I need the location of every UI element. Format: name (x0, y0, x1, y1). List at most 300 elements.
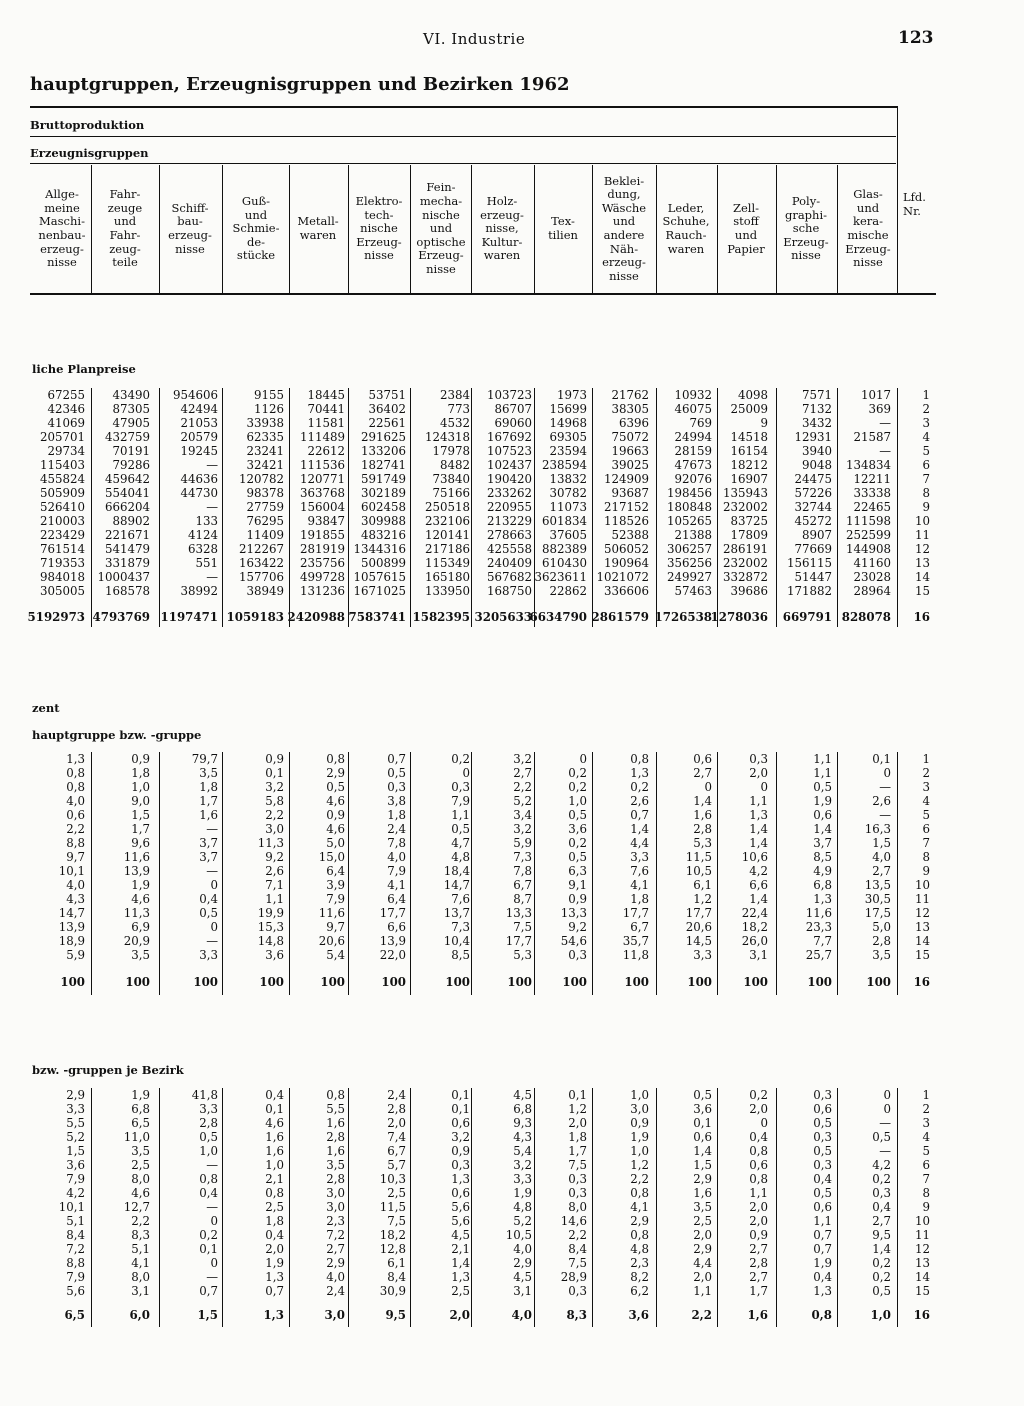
table-cell: 1,3 (451, 1270, 470, 1284)
table-cell: 124318 (424, 430, 470, 444)
table-cell: 1,5 (66, 1144, 85, 1158)
table-cell: 0,2 (872, 1256, 891, 1270)
table-cell: 11,3 (123, 906, 150, 920)
table-cell: 3940 (801, 444, 832, 458)
table-cell: 7,9 (326, 892, 345, 906)
row-number: 16 (913, 610, 930, 624)
table-cell: 0,8 (326, 1088, 345, 1102)
table-cell: 7,4 (387, 1130, 406, 1144)
table-cell: 6634790 (529, 610, 587, 624)
table-cell: 120141 (424, 528, 470, 542)
table-cell: 3,6 (628, 1308, 649, 1322)
table-cell: 2,8 (326, 1130, 345, 1144)
table-cell: 21053 (180, 416, 218, 430)
table-cell: 100 (687, 975, 712, 989)
row-number: 2 (922, 402, 930, 416)
table-cell: 0,3 (568, 1186, 587, 1200)
row-number: 2 (922, 1102, 930, 1116)
table-cell: 86707 (494, 402, 532, 416)
table-cell: 11,5 (379, 1200, 406, 1214)
table-cell: 28964 (853, 584, 891, 598)
table-cell: 100 (320, 975, 345, 989)
table-cell: 133950 (424, 584, 470, 598)
table-cell: 0,3 (813, 1088, 832, 1102)
table-cell: 2861579 (591, 610, 649, 624)
table-cell: 1,6 (326, 1144, 345, 1158)
table-cell: 1,3 (265, 1270, 284, 1284)
table-cell: 1,4 (630, 822, 649, 836)
row-number: 1 (922, 752, 930, 766)
table-cell: 0,8 (630, 752, 649, 766)
table-cell: 14,8 (257, 934, 284, 948)
table-cell: 1,0 (630, 1088, 649, 1102)
table-cell: 3,3 (693, 948, 712, 962)
table-cell: 2,0 (387, 1116, 406, 1130)
table-cell: 1,3 (813, 1284, 832, 1298)
table-cell: 57463 (674, 584, 712, 598)
row-number: 11 (914, 1228, 930, 1242)
table-cell: 1,3 (66, 752, 85, 766)
table-cell: 432759 (104, 430, 150, 444)
table-cell: 13,9 (379, 934, 406, 948)
table-cell: 2,8 (693, 822, 712, 836)
table-cell: 0,3 (749, 752, 768, 766)
table-cell: 0,2 (199, 1228, 218, 1242)
table-cell: 0,8 (199, 1172, 218, 1186)
table-cell: 3,0 (324, 1308, 345, 1322)
table-cell: 7,5 (568, 1158, 587, 1172)
table-cell: 5192973 (27, 610, 85, 624)
table-cell: — (206, 570, 218, 584)
table-cell: 7,9 (451, 794, 470, 808)
table-cell: 3,2 (265, 780, 284, 794)
row-number: 3 (922, 416, 930, 430)
table-cell: 1,5 (131, 808, 150, 822)
table-cell: 3,3 (199, 948, 218, 962)
row-number: 15 (914, 584, 930, 598)
table-cell: 2,4 (326, 1284, 345, 1298)
table-cell: 7,1 (265, 878, 284, 892)
table-cell: 0,5 (451, 822, 470, 836)
table-cell: 3,5 (693, 1200, 712, 1214)
table-cell: 217152 (603, 500, 649, 514)
table-cell: 1,1 (813, 752, 832, 766)
table-cell: — (879, 808, 891, 822)
table-cell: 2,9 (693, 1172, 712, 1186)
table-cell: 115403 (39, 458, 85, 472)
table-cell: 7,6 (451, 892, 470, 906)
table-cell: 7571 (801, 388, 832, 402)
table-cell: 0,6 (693, 1130, 712, 1144)
table-cell: 0,1 (568, 1088, 587, 1102)
table-cell: 1,9 (630, 1130, 649, 1144)
column-divider (222, 165, 223, 293)
table-cell: 331879 (104, 556, 150, 570)
table-cell: 8,4 (66, 1228, 85, 1242)
table-cell: 41160 (853, 556, 891, 570)
table-cell: 17,5 (864, 906, 891, 920)
table-cell: 0,4 (199, 892, 218, 906)
table-cell: 3,3 (513, 1172, 532, 1186)
row-number: 9 (922, 1200, 930, 1214)
table-cell: 8,5 (813, 850, 832, 864)
table-cell: 1,7 (749, 1284, 768, 1298)
table-cell: 12211 (853, 472, 891, 486)
table-cell: 666204 (104, 500, 150, 514)
table-cell: 11,6 (123, 850, 150, 864)
table-cell: 2420988 (287, 610, 345, 624)
table-cell: 3,3 (199, 1102, 218, 1116)
table-cell: 18212 (730, 458, 768, 472)
row-number: 4 (922, 1130, 930, 1144)
table-cell: 8,0 (131, 1270, 150, 1284)
table-cell: 77669 (794, 542, 832, 556)
table-cell: 1344316 (353, 542, 406, 556)
table-cell: 1,6 (265, 1130, 284, 1144)
table-cell: 13,9 (58, 920, 85, 934)
table-cell: 7,2 (66, 1242, 85, 1256)
table-cell: 0,8 (66, 780, 85, 794)
table-cell: 11,6 (318, 906, 345, 920)
table-cell: 455824 (39, 472, 85, 486)
table-cell: 984018 (39, 570, 85, 584)
table-cell: 0 (210, 878, 218, 892)
column-header: Allge- meine Maschi- nenbau- erzeug- nisse (38, 187, 86, 270)
column-divider (897, 388, 898, 627)
table-cell: 14968 (549, 416, 587, 430)
table-cell: 828078 (841, 610, 891, 624)
table-cell: 70191 (112, 444, 150, 458)
table-cell: 4124 (187, 528, 218, 542)
table-cell: 105265 (666, 514, 712, 528)
table-cell: 3,0 (265, 822, 284, 836)
table-cell: 11409 (246, 528, 284, 542)
row-number: 5 (922, 1144, 930, 1158)
table-cell: 9,7 (326, 920, 345, 934)
table-cell: 4,6 (131, 892, 150, 906)
table-cell: 134834 (845, 458, 891, 472)
page-number: 123 (898, 28, 934, 48)
table-cell: 2,8 (387, 1102, 406, 1116)
column-header: Guß- und Schmie- de- stücke (232, 194, 280, 263)
table-cell: 882389 (541, 542, 587, 556)
table-cell: 4,8 (451, 850, 470, 864)
table-cell: 0,5 (568, 850, 587, 864)
table-cell: 76295 (246, 514, 284, 528)
table-cell: 1,6 (693, 808, 712, 822)
table-cell: 302189 (360, 486, 406, 500)
row-number: 7 (922, 1172, 930, 1186)
table-cell: 8907 (801, 528, 832, 542)
column-divider (717, 165, 718, 293)
column-divider (91, 165, 92, 293)
table-cell: 30,9 (379, 1284, 406, 1298)
column-divider (837, 165, 838, 293)
table-cell: 5,3 (513, 948, 532, 962)
table-cell: 57226 (794, 486, 832, 500)
table-cell: 0,7 (387, 752, 406, 766)
table-cell: 12,8 (379, 1242, 406, 1256)
band-label-bruttoproduktion: Bruttoproduktion (30, 118, 145, 132)
table-cell: 0,5 (813, 1116, 832, 1130)
column-divider (410, 165, 411, 293)
table-cell: 107523 (486, 444, 532, 458)
table-cell: 5,5 (66, 1116, 85, 1130)
column-divider (471, 165, 472, 293)
table-cell: 505909 (39, 486, 85, 500)
table-cell: 18,2 (741, 920, 768, 934)
table-cell: 1,5 (197, 1308, 218, 1322)
table-cell: 7,8 (387, 836, 406, 850)
table-cell: 6,8 (513, 1102, 532, 1116)
table-cell: 2,9 (693, 1242, 712, 1256)
table-cell: 100 (445, 975, 470, 989)
table-cell: 9,7 (66, 850, 85, 864)
table-cell: 18,9 (58, 934, 85, 948)
table-cell: 0 (883, 1088, 891, 1102)
table-cell: 309988 (360, 514, 406, 528)
table-cell: 3,7 (813, 836, 832, 850)
table-cell: 30782 (549, 486, 587, 500)
table-cell: 669791 (782, 610, 832, 624)
table-cell: 4,1 (630, 1200, 649, 1214)
table-cell: 2,1 (451, 1242, 470, 1256)
section-label: bzw. -gruppen je Bezirk (32, 1063, 184, 1077)
table-cell: 221671 (104, 528, 150, 542)
table-cell: 0,5 (568, 808, 587, 822)
table-cell: 2,9 (630, 1214, 649, 1228)
table-cell: 3,5 (131, 948, 150, 962)
table-cell: 954606 (172, 388, 218, 402)
table-cell: 5,6 (66, 1284, 85, 1298)
row-number: 2 (922, 766, 930, 780)
row-number: 5 (922, 444, 930, 458)
table-cell: 10,5 (685, 864, 712, 878)
table-cell: 233262 (486, 486, 532, 500)
table-cell: 4,6 (131, 1186, 150, 1200)
table-cell: 131236 (299, 584, 345, 598)
table-cell: 4,3 (66, 892, 85, 906)
table-cell: 6,7 (387, 1144, 406, 1158)
table-cell: 210003 (39, 514, 85, 528)
table-cell: 5,6 (451, 1200, 470, 1214)
table-cell: 5,1 (66, 1214, 85, 1228)
table-cell: 591749 (360, 472, 406, 486)
table-cell: 4,8 (630, 1242, 649, 1256)
table-cell: 19,9 (257, 906, 284, 920)
table-cell: 32744 (794, 500, 832, 514)
table-cell: 5,0 (872, 920, 891, 934)
table-cell: 23,3 (805, 920, 832, 934)
table-cell: 7,9 (387, 864, 406, 878)
table-cell: — (206, 458, 218, 472)
table-cell: 3,2 (513, 1158, 532, 1172)
table-cell: 100 (193, 975, 218, 989)
section-label: zent (32, 701, 60, 715)
table-cell: 1057615 (353, 570, 406, 584)
row-number: 9 (922, 864, 930, 878)
table-cell: 2,7 (749, 1270, 768, 1284)
table-cell: 5,2 (66, 1130, 85, 1144)
row-number: 7 (922, 472, 930, 486)
table-cell: 6396 (618, 416, 649, 430)
table-cell: 4,1 (630, 878, 649, 892)
table-cell: 0,2 (568, 780, 587, 794)
table-cell: 5,1 (131, 1242, 150, 1256)
row-number: 14 (914, 934, 930, 948)
table-cell: 16,3 (864, 822, 891, 836)
table-cell: 4,3 (513, 1130, 532, 1144)
row-number: 1 (922, 388, 930, 402)
table-cell: 551 (195, 556, 218, 570)
table-cell: 20579 (180, 430, 218, 444)
table-cell: 45272 (794, 514, 832, 528)
table-cell: 769 (689, 416, 712, 430)
table-cell: 17978 (432, 444, 470, 458)
table-cell: 4,0 (66, 794, 85, 808)
table-cell: 69060 (494, 416, 532, 430)
table-cell: 425558 (486, 542, 532, 556)
row-number: 10 (914, 1214, 930, 1228)
table-cell: 9 (760, 416, 768, 430)
table-cell: 9048 (801, 458, 832, 472)
table-cell: 13832 (549, 472, 587, 486)
table-cell: 9,5 (385, 1308, 406, 1322)
table-cell: 11,8 (622, 948, 649, 962)
table-cell: 4,4 (693, 1256, 712, 1270)
table-cell: 278663 (486, 528, 532, 542)
table-cell: 0,4 (813, 1270, 832, 1284)
table-cell: 6,6 (387, 920, 406, 934)
table-cell: 8,0 (568, 1200, 587, 1214)
table-cell: 38992 (180, 584, 218, 598)
table-cell: 4,6 (265, 1116, 284, 1130)
table-cell: 198456 (666, 486, 712, 500)
table-cell: 190964 (603, 556, 649, 570)
table-cell: 30,5 (864, 892, 891, 906)
table-cell: 4,5 (513, 1088, 532, 1102)
table-cell: 7583741 (348, 610, 406, 624)
table-cell: 100 (60, 975, 85, 989)
table-cell: 28159 (674, 444, 712, 458)
table-cell: 9,5 (872, 1228, 891, 1242)
column-header: Fahr- zeuge und Fahr- zeug- teile (107, 187, 143, 270)
table-cell: 10,1 (58, 864, 85, 878)
table-cell: 35,7 (622, 934, 649, 948)
table-cell: 217186 (424, 542, 470, 556)
table-cell: 10,4 (443, 934, 470, 948)
table-cell: 2,3 (630, 1256, 649, 1270)
table-cell: 0,1 (265, 766, 284, 780)
table-cell: 2,8 (326, 1172, 345, 1186)
table-cell: 1,6 (265, 1144, 284, 1158)
table-cell: 93847 (307, 514, 345, 528)
table-cell: 11581 (307, 416, 345, 430)
column-header: Fein- mecha- nische und optische Erzeug- nisse (416, 180, 466, 276)
table-cell: 5,0 (326, 836, 345, 850)
table-cell: 75072 (611, 430, 649, 444)
table-cell: 6,6 (749, 878, 768, 892)
table-cell: 0,6 (66, 808, 85, 822)
row-number: 15 (914, 948, 930, 962)
table-cell: 3,6 (693, 1102, 712, 1116)
table-cell: — (206, 822, 218, 836)
table-cell: 0,3 (872, 1186, 891, 1200)
column-divider (897, 165, 898, 293)
row-number: 4 (922, 794, 930, 808)
table-cell: 7,5 (387, 1214, 406, 1228)
table-cell: 567682 (486, 570, 532, 584)
table-cell: 2,5 (451, 1284, 470, 1298)
table-cell: 2,7 (872, 864, 891, 878)
table-cell: 0,3 (568, 1172, 587, 1186)
table-cell: 0,3 (387, 780, 406, 794)
table-cell: 252599 (845, 528, 891, 542)
table-cell: 0,6 (693, 752, 712, 766)
table-cell: 1,0 (630, 1144, 649, 1158)
table-cell: 4,6 (326, 822, 345, 836)
table-cell: 10,3 (379, 1172, 406, 1186)
table-cell: 0,3 (451, 1158, 470, 1172)
table-cell: 3,0 (630, 1102, 649, 1116)
table-cell: 0,6 (813, 808, 832, 822)
table-cell: 0,7 (813, 1228, 832, 1242)
table-cell: 1726538 (654, 610, 712, 624)
table-cell: 190420 (486, 472, 532, 486)
table-cell: 1582395 (412, 610, 470, 624)
row-number: 8 (922, 486, 930, 500)
table-cell: 610430 (541, 556, 587, 570)
table-cell: 44636 (180, 472, 218, 486)
table-cell: — (879, 416, 891, 430)
table-cell: 21388 (674, 528, 712, 542)
table-cell: 220955 (486, 500, 532, 514)
row-number: 8 (922, 850, 930, 864)
table-cell: 79286 (112, 458, 150, 472)
table-cell: 7,2 (326, 1228, 345, 1242)
table-cell: 0,5 (872, 1284, 891, 1298)
row-number: 6 (922, 458, 930, 472)
table-cell: 156004 (299, 500, 345, 514)
table-cell: 6,7 (630, 920, 649, 934)
table-cell: 1,1 (451, 808, 470, 822)
table-cell: 12,7 (123, 1200, 150, 1214)
table-cell: 98378 (246, 486, 284, 500)
table-cell: 1,8 (630, 892, 649, 906)
table-cell: 22862 (549, 584, 587, 598)
table-cell: 7132 (801, 402, 832, 416)
table-cell: 1,0 (199, 1144, 218, 1158)
table-cell: 1,4 (749, 836, 768, 850)
table-cell: 0 (210, 920, 218, 934)
table-cell: — (206, 1200, 218, 1214)
table-cell: 6,0 (129, 1308, 150, 1322)
table-cell: 10932 (674, 388, 712, 402)
table-cell: 8,7 (513, 892, 532, 906)
table-cell: 13,7 (443, 906, 470, 920)
row-number: 13 (914, 1256, 930, 1270)
table-cell: 232002 (722, 556, 768, 570)
table-cell: 2,0 (568, 1116, 587, 1130)
table-cell: 0 (210, 1214, 218, 1228)
table-cell: 51447 (794, 570, 832, 584)
table-cell: 37605 (549, 528, 587, 542)
table-cell: 33938 (246, 416, 284, 430)
table-cell: 88902 (112, 514, 150, 528)
table-cell: 0,9 (630, 1116, 649, 1130)
table-cell: 17809 (730, 528, 768, 542)
table-cell: 16154 (730, 444, 768, 458)
